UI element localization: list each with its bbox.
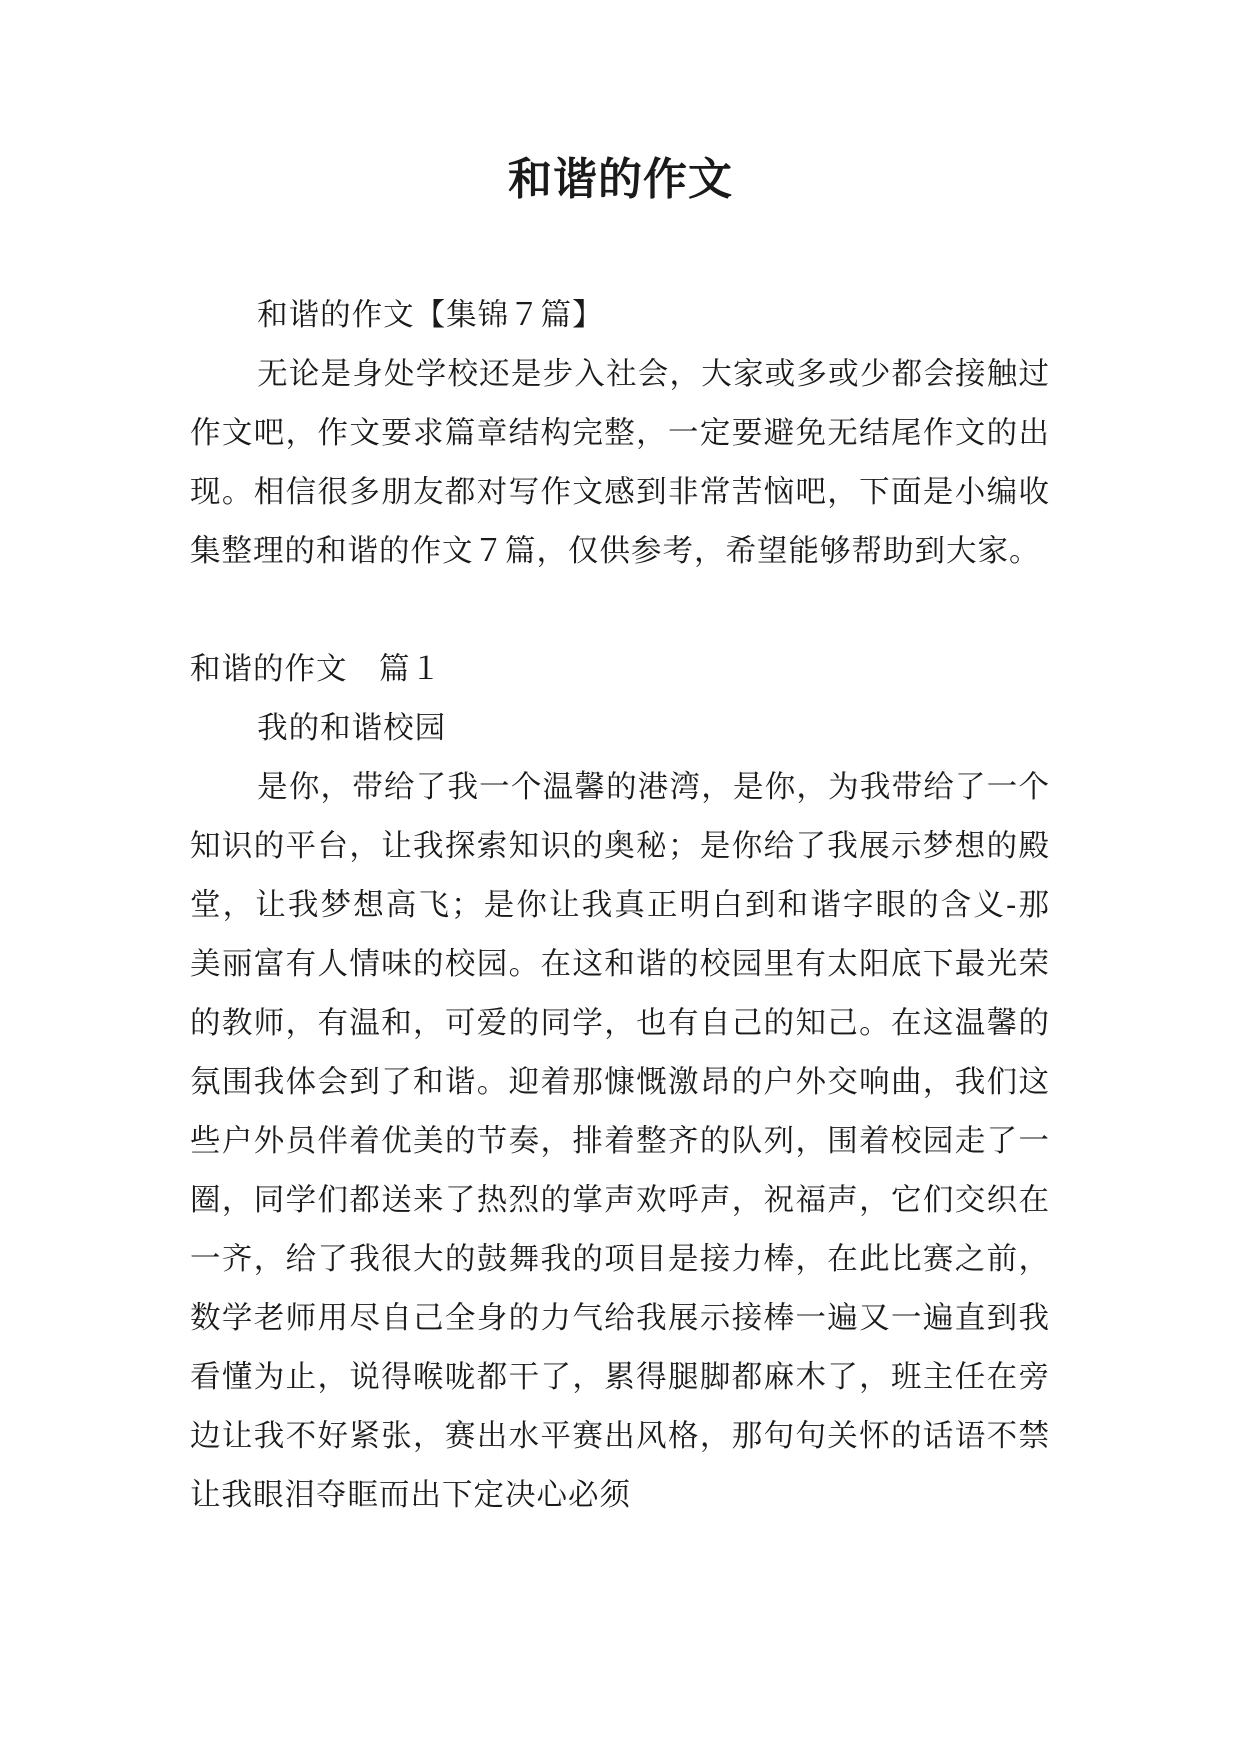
essay-title: 我的和谐校园: [257, 711, 447, 746]
document-subtitle: 和谐的作文【集锦７篇】: [257, 298, 604, 333]
document-body: [190, 286, 1050, 1525]
intro-paragraph: 无论是身处学校还是步入社会，大家或多或少都会接触过作文吧，作文要求篇章结构完整，一定要避免无结尾作文的出现。相信很多朋友都对写作文感到非常苦恼吧，下面是小编收集整理的和谐的作文７篇，仅供参考，希望能够帮助到大家。: [190, 357, 1050, 569]
document-title: 和谐的作文: [508, 154, 733, 205]
section-heading: 和谐的作文 篇１: [190, 652, 442, 687]
essay-body-paragraph: 是你，带给了我一个温馨的港湾，是你，为我带给了一个知识的平台，让我探索知识的奥秘；是你给了我展示梦想的殿堂，让我梦想高飞；是你让我真正明白到和谐字眼的含义-那美丽富有人情味的校园。在这和谐的校园里有太阳底下最光荣的教师，有温和，可爱的同学，也有自己的知己。在这温馨的氛围我体会到了和谐。迎着那慷慨激昂的户外交响曲，我们这些户外员伴着优美的节奏，排着整齐的队列，围着校园走了一圈，同学们都送来了热烈的掌声欢呼声，祝福声，它们交织在一齐，给了我很大的鼓舞我的项目是接力棒，在此比赛之前，数学老师用尽自己全身的力气给我展示接棒一遍又一遍直到我看懂为止，说得喉咙都干了，累得腿脚都麻木了，班主任在旁边让我不好紧张，赛出水平赛出风格，那句句关怀的话语不禁让我眼泪夺眶而出下定决心必须: [190, 770, 1050, 1513]
